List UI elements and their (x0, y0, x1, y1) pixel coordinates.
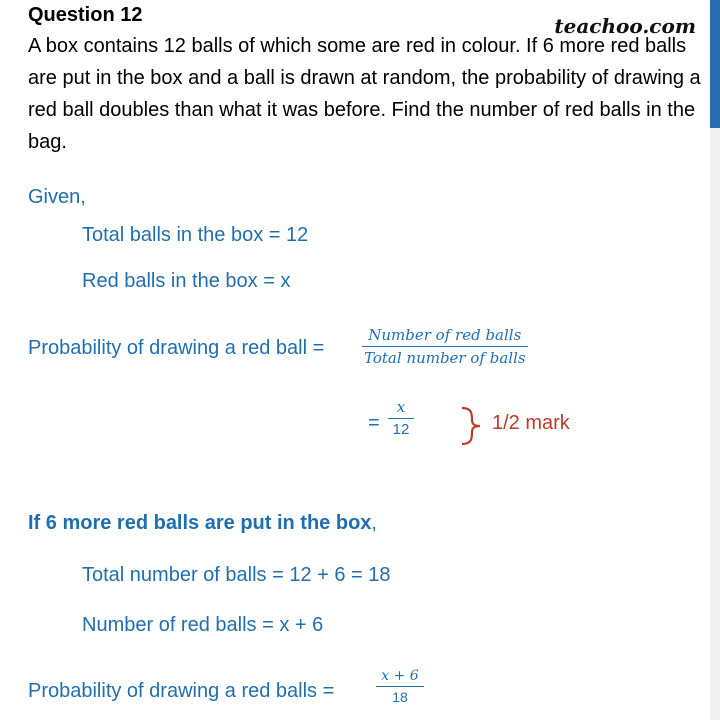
equals-sign: = (368, 412, 380, 434)
scrollbar[interactable] (710, 0, 720, 720)
fraction-numerator: Number of red balls (368, 326, 522, 344)
fraction-bar (388, 418, 414, 419)
brand-logo: teachoo.com (554, 14, 696, 38)
fraction-numerator: x (396, 398, 406, 416)
new-probability-label: Probability of drawing a red balls = (28, 680, 335, 702)
x-over-12-fraction (388, 398, 414, 438)
fraction-denominator: Total number of balls (364, 349, 526, 367)
probability-fraction (362, 326, 528, 367)
total-balls-line: Total balls in the box = 12 (82, 224, 309, 246)
new-probability-fraction (376, 668, 424, 705)
fraction-bar (362, 346, 528, 347)
fraction-numerator: x + 6 (381, 668, 419, 684)
brace-icon (458, 406, 488, 446)
fraction-bar (376, 686, 424, 687)
given-label: Given, (28, 186, 86, 208)
mark-label: 1/2 mark (492, 412, 570, 434)
fraction-denominator: 12 (392, 421, 410, 438)
section-heading (28, 512, 377, 535)
question-text: A box contains 12 balls of which some are red in colour. If 6 more red balls are put in the box and a ball is drawn at random, the probability of drawing a red ball doubles than what it was before. Find the number of red balls in the bag. (28, 35, 701, 153)
probability-label: Probability of drawing a red ball = (28, 337, 325, 359)
red-number-line: Number of red balls = x + 6 (82, 614, 324, 636)
red-balls-line: Red balls in the box = x (82, 270, 291, 292)
question-title: Question 12 (28, 4, 143, 26)
section-heading-bold: If 6 more red balls are put in the box (28, 512, 372, 534)
scrollbar-thumb[interactable] (710, 0, 720, 128)
section-heading-comma: , (371, 512, 377, 534)
fraction-denominator: 18 (392, 689, 408, 705)
total-number-line: Total number of balls = 12 + 6 = 18 (82, 564, 391, 586)
